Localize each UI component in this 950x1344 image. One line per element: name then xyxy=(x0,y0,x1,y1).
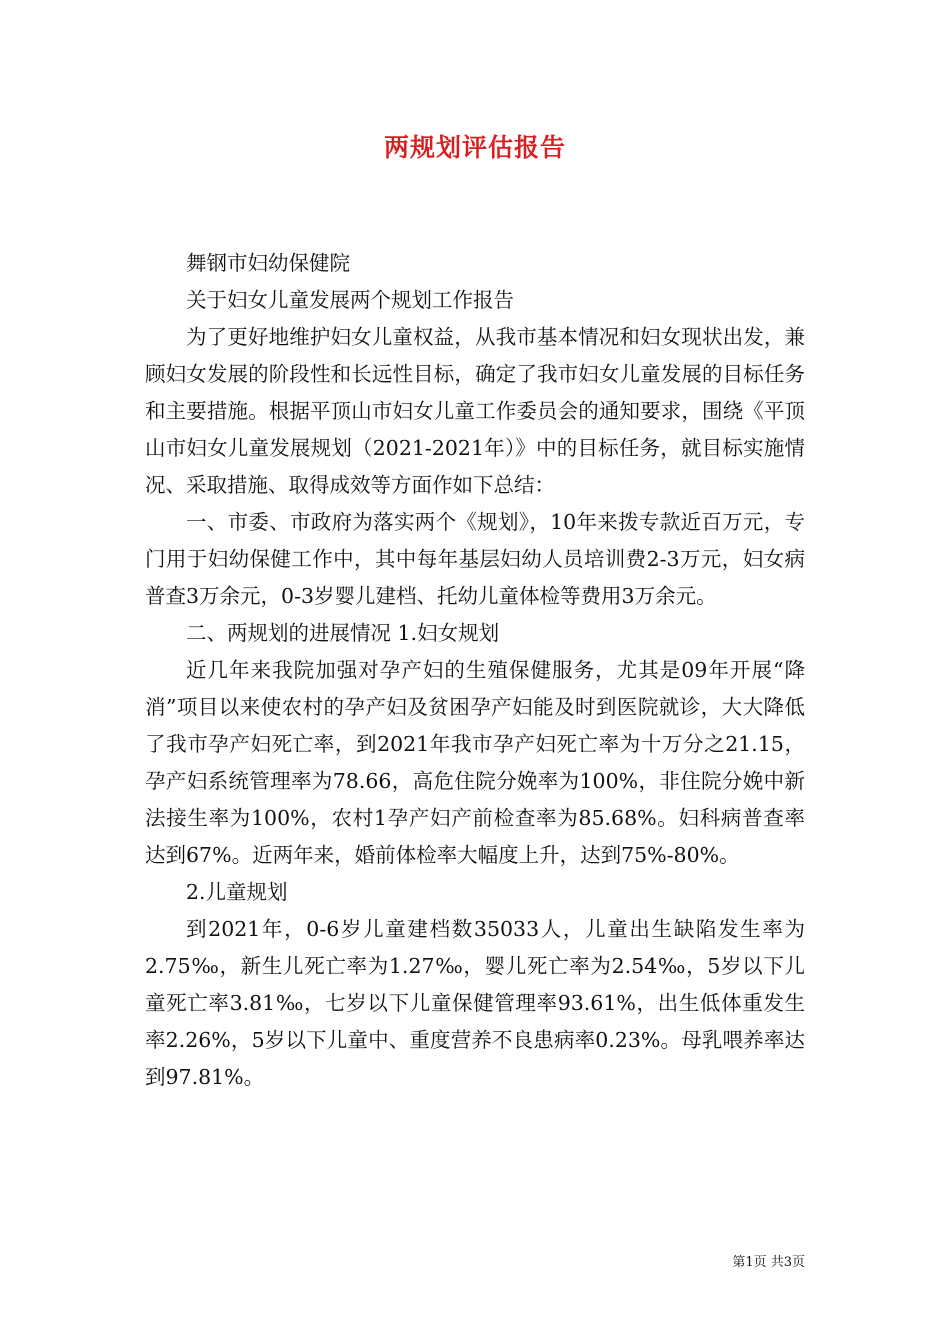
paragraph-section-progress-heading: 二、两规划的进展情况 1.妇女规划 xyxy=(186,621,500,645)
paragraph-organization: 舞钢市妇幼保健院 xyxy=(186,251,350,275)
paragraph-introduction: 为了更好地维护妇女儿童权益，从我市基本情况和妇女现状出发，兼顾妇女发展的阶段性和长远性目标，确定了我市妇女儿童发展的目标任务和主要措施。根据平顶山市妇女儿童工作委员会的通知要求，围绕《平顶山市妇女儿童发展规划（2021-2021年）》中的目标任务，就目标实施情况、采取措施、取得成效等方面作如下总结： xyxy=(145,325,805,497)
paragraph-section-funding: 一、市委、市政府为落实两个《规划》，10年来拨专款近百万元，专门用于妇幼保健工作中，其中每年基层妇幼人员培训费2-3万元，妇女病普查3万余元，0-3岁婴儿建档、托幼儿童体检等费用3万余元。 xyxy=(145,510,805,608)
page-number: 第1页 共3页 xyxy=(732,1255,805,1270)
paragraph-children-plan: 到2021年，0-6岁儿童建档数35033人，儿童出生缺陷发生率为2.75‰，新生儿死亡率为1.27‰，婴儿死亡率为2.54‰，5岁以下儿童死亡率3.81‰，七岁以下儿童保健管理率93.61%，出生低体重发生率2.26%，5岁以下儿童中、重度营养不良患病率0.23%。母乳喂养率达到97.81%。 xyxy=(145,917,805,1089)
document-body xyxy=(145,245,805,1096)
paragraph-women-plan: 近几年来我院加强对孕产妇的生殖保健服务，尤其是09年开展“降消”项目以来使农村的孕产妇及贫困孕产妇能及时到医院就诊，大大降低了我市孕产妇死亡率，到2021年我市孕产妇死亡率为十万分之21.15，孕产妇系统管理率为78.66，高危住院分娩率为100%，非住院分娩中新法接生率为100%，农村1孕产妇产前检查率为85.68%。妇科病普查率达到67%。近两年来，婚前体检率大幅度上升，达到75%-80%。 xyxy=(145,658,805,867)
paragraph-report-subtitle: 关于妇女儿童发展两个规划工作报告 xyxy=(186,288,514,312)
paragraph-children-plan-heading: 2.儿童规划 xyxy=(186,880,288,904)
document-title: 两规划评估报告 xyxy=(383,133,566,162)
